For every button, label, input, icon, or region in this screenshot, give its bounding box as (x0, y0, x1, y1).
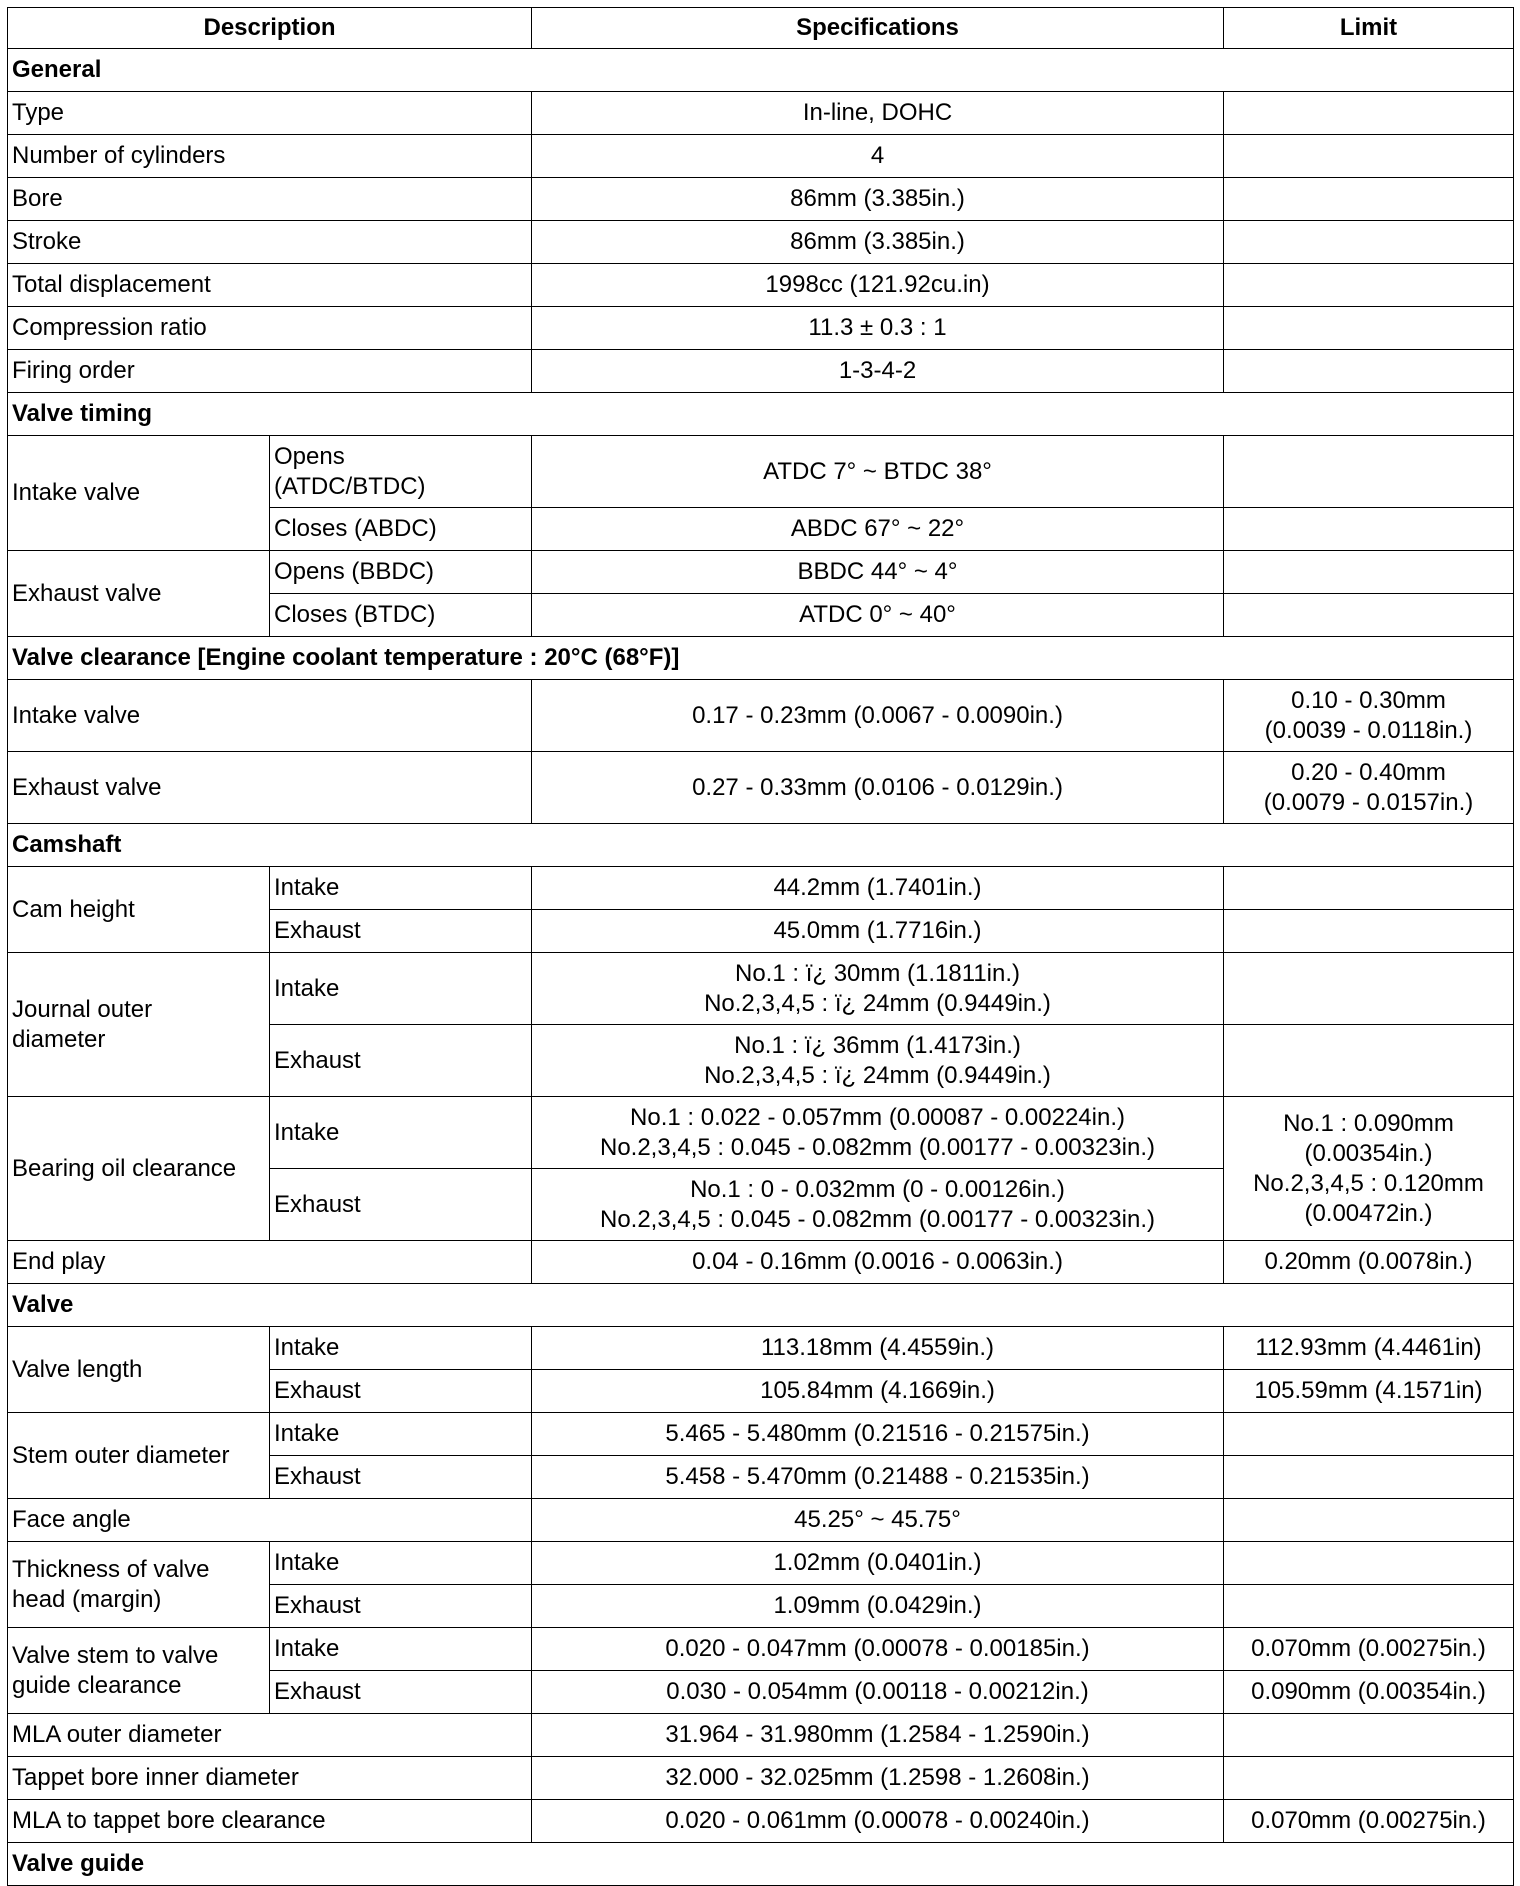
row-spec: 1.09mm (0.0429in.) (532, 1585, 1224, 1628)
label-line: head (margin) (12, 1585, 162, 1613)
row-label: Face angle (8, 1499, 532, 1542)
spec-line: No.1 : ï¿ 36mm (1.4173in.) (734, 1031, 1021, 1059)
table-row (8, 221, 1514, 264)
limit-line: (0.00354in.) (1304, 1139, 1433, 1167)
label-line: Thickness of valve (12, 1555, 210, 1583)
row-limit (1224, 92, 1514, 135)
row-limit (1224, 1757, 1514, 1800)
row-sublabel: Exhaust (270, 910, 532, 953)
spec-line: No.2,3,4,5 : ï¿ 24mm (0.9449in.) (704, 989, 1051, 1017)
row-limit (1224, 1542, 1514, 1585)
limit-line: (0.0039 - 0.0118in.) (1264, 716, 1473, 744)
row-spec: 5.458 - 5.470mm (0.21488 - 0.21535in.) (532, 1456, 1224, 1499)
row-label: Exhaust valve (8, 551, 270, 637)
limit-line: (0.00472in.) (1304, 1199, 1433, 1227)
section-row (8, 1284, 1514, 1327)
row-sublabel: Opens (BBDC) (270, 551, 532, 594)
table-row (8, 1628, 1514, 1671)
row-sublabel: Closes (ABDC) (270, 508, 532, 551)
row-spec: 86mm (3.385in.) (532, 221, 1224, 264)
row-spec (532, 1025, 1224, 1097)
row-spec: 1-3-4-2 (532, 350, 1224, 393)
table-row (8, 551, 1514, 594)
row-label: Type (8, 92, 532, 135)
row-sublabel: Intake (270, 953, 532, 1025)
row-sublabel: Exhaust (270, 1585, 532, 1628)
section-row (8, 824, 1514, 867)
row-spec: 113.18mm (4.4559in.) (532, 1327, 1224, 1370)
row-sublabel: Exhaust (270, 1025, 532, 1097)
table-row (8, 350, 1514, 393)
row-limit (1224, 350, 1514, 393)
section-valve-clearance: Valve clearance [Engine coolant temperature : 20°C (68°F)] (8, 637, 1514, 680)
table-row (8, 680, 1514, 752)
table-row (8, 1413, 1514, 1456)
label-line: Valve stem to valve (12, 1641, 219, 1669)
table-row (8, 752, 1514, 824)
sublabel-line: (ATDC/BTDC) (274, 472, 426, 500)
header-row (8, 8, 1514, 49)
row-sublabel: Exhaust (270, 1169, 532, 1241)
table-row (8, 135, 1514, 178)
row-label: Bore (8, 178, 532, 221)
row-spec (532, 1169, 1224, 1241)
row-limit: 0.070mm (0.00275in.) (1224, 1800, 1514, 1843)
row-limit (1224, 264, 1514, 307)
row-limit (1224, 1456, 1514, 1499)
row-label: Exhaust valve (8, 752, 532, 824)
row-label (8, 1542, 270, 1628)
row-spec: 105.84mm (4.1669in.) (532, 1370, 1224, 1413)
row-spec: 5.465 - 5.480mm (0.21516 - 0.21575in.) (532, 1413, 1224, 1456)
row-label: MLA to tappet bore clearance (8, 1800, 532, 1843)
spec-line: No.1 : 0.022 - 0.057mm (0.00087 - 0.00224in.) (630, 1103, 1125, 1131)
row-limit (1224, 1097, 1514, 1241)
row-limit (1224, 867, 1514, 910)
section-valve-timing: Valve timing (8, 393, 1514, 436)
spec-line: No.2,3,4,5 : 0.045 - 0.082mm (0.00177 - 0.00323in.) (599, 1205, 1155, 1233)
row-spec: 0.04 - 0.16mm (0.0016 - 0.0063in.) (532, 1241, 1224, 1284)
header-limit: Limit (1224, 8, 1514, 49)
row-limit (1224, 1585, 1514, 1628)
row-spec: 44.2mm (1.7401in.) (532, 867, 1224, 910)
table-row (8, 1097, 1514, 1169)
row-label: Number of cylinders (8, 135, 532, 178)
limit-line: (0.0079 - 0.0157in.) (1263, 788, 1474, 816)
row-sublabel: Intake (270, 1542, 532, 1585)
row-spec: ATDC 0° ~ 40° (532, 594, 1224, 637)
section-row (8, 393, 1514, 436)
row-limit: 105.59mm (4.1571in) (1224, 1370, 1514, 1413)
row-spec: 86mm (3.385in.) (532, 178, 1224, 221)
table-row (8, 436, 1514, 508)
row-spec: 31.964 - 31.980mm (1.2584 - 1.2590in.) (532, 1714, 1224, 1757)
row-spec: ATDC 7° ~ BTDC 38° (532, 436, 1224, 508)
row-spec: 0.020 - 0.061mm (0.00078 - 0.00240in.) (532, 1800, 1224, 1843)
row-sublabel: Intake (270, 867, 532, 910)
section-row (8, 49, 1514, 92)
row-limit (1224, 178, 1514, 221)
row-limit (1224, 594, 1514, 637)
row-sublabel (270, 436, 532, 508)
row-label: Stem outer diameter (8, 1413, 270, 1499)
label-line: diameter (12, 1025, 106, 1053)
row-limit: 0.20mm (0.0078in.) (1224, 1241, 1514, 1284)
spec-line: No.1 : 0 - 0.032mm (0 - 0.00126in.) (690, 1175, 1065, 1203)
table-row (8, 264, 1514, 307)
row-label: Compression ratio (8, 307, 532, 350)
spec-line: No.2,3,4,5 : ï¿ 24mm (0.9449in.) (704, 1061, 1051, 1089)
row-spec: ABDC 67° ~ 22° (532, 508, 1224, 551)
row-label (8, 1628, 270, 1714)
table-row (8, 867, 1514, 910)
row-spec: 11.3 ± 0.3 : 1 (532, 307, 1224, 350)
row-label: Tappet bore inner diameter (8, 1757, 532, 1800)
row-sublabel: Exhaust (270, 1456, 532, 1499)
row-label: End play (8, 1241, 532, 1284)
limit-line: 0.10 - 0.30mm (1291, 686, 1446, 714)
row-label: Valve length (8, 1327, 270, 1413)
row-label: Intake valve (8, 436, 270, 551)
row-limit: 0.090mm (0.00354in.) (1224, 1671, 1514, 1714)
row-limit (1224, 1499, 1514, 1542)
row-limit (1224, 1413, 1514, 1456)
spec-line: No.1 : ï¿ 30mm (1.1811in.) (735, 959, 1020, 987)
row-spec: BBDC 44° ~ 4° (532, 551, 1224, 594)
row-limit (1224, 508, 1514, 551)
limit-line: No.2,3,4,5 : 0.120mm (1253, 1169, 1484, 1197)
row-sublabel: Exhaust (270, 1370, 532, 1413)
row-spec: In-line, DOHC (532, 92, 1224, 135)
row-spec: 45.25° ~ 45.75° (532, 1499, 1224, 1542)
row-limit (1224, 436, 1514, 508)
row-sublabel: Intake (270, 1628, 532, 1671)
row-label: Intake valve (8, 680, 532, 752)
row-spec: 4 (532, 135, 1224, 178)
row-spec (532, 1097, 1224, 1169)
limit-line: No.1 : 0.090mm (1283, 1109, 1454, 1137)
row-spec: 1.02mm (0.0401in.) (532, 1542, 1224, 1585)
row-label: Stroke (8, 221, 532, 264)
row-label: Bearing oil clearance (8, 1097, 270, 1241)
row-limit (1224, 910, 1514, 953)
header-specifications: Specifications (532, 8, 1224, 49)
row-spec: 0.27 - 0.33mm (0.0106 - 0.0129in.) (532, 752, 1224, 824)
section-general: General (8, 49, 1514, 92)
table-row (8, 953, 1514, 1025)
row-limit: 112.93mm (4.4461in) (1224, 1327, 1514, 1370)
table-row (8, 307, 1514, 350)
row-limit (1224, 752, 1514, 824)
row-sublabel: Intake (270, 1327, 532, 1370)
spec-line: No.2,3,4,5 : 0.045 - 0.082mm (0.00177 - 0.00323in.) (599, 1133, 1155, 1161)
row-sublabel: Exhaust (270, 1671, 532, 1714)
row-spec: 32.000 - 32.025mm (1.2598 - 1.2608in.) (532, 1757, 1224, 1800)
table-row (8, 1327, 1514, 1370)
row-label: MLA outer diameter (8, 1714, 532, 1757)
row-label: Total displacement (8, 264, 532, 307)
header-description: Description (8, 8, 532, 49)
row-spec (532, 953, 1224, 1025)
row-spec: 0.17 - 0.23mm (0.0067 - 0.0090in.) (532, 680, 1224, 752)
table-row (8, 1757, 1514, 1800)
row-limit (1224, 307, 1514, 350)
limit-line: 0.20 - 0.40mm (1291, 758, 1446, 786)
row-limit (1224, 135, 1514, 178)
sublabel-line: Opens (274, 442, 345, 470)
table-row (8, 92, 1514, 135)
table-row (8, 1714, 1514, 1757)
row-sublabel: Closes (BTDC) (270, 594, 532, 637)
row-label (8, 953, 270, 1097)
section-valve: Valve (8, 1284, 1514, 1327)
row-spec: 0.020 - 0.047mm (0.00078 - 0.00185in.) (532, 1628, 1224, 1671)
section-valve-guide: Valve guide (8, 1843, 1514, 1886)
row-limit: 0.070mm (0.00275in.) (1224, 1628, 1514, 1671)
row-limit (1224, 221, 1514, 264)
row-spec: 45.0mm (1.7716in.) (532, 910, 1224, 953)
spec-table (7, 7, 1514, 1886)
row-limit (1224, 953, 1514, 1025)
row-sublabel: Intake (270, 1413, 532, 1456)
table-row (8, 1241, 1514, 1284)
label-line: guide clearance (12, 1671, 182, 1699)
table-row (8, 1542, 1514, 1585)
table-row (8, 1800, 1514, 1843)
row-limit (1224, 680, 1514, 752)
row-label: Cam height (8, 867, 270, 953)
section-row (8, 637, 1514, 680)
table-row (8, 1499, 1514, 1542)
row-limit (1224, 551, 1514, 594)
table-row (8, 178, 1514, 221)
row-spec: 1998cc (121.92cu.in) (532, 264, 1224, 307)
section-row (8, 1843, 1514, 1886)
row-sublabel: Intake (270, 1097, 532, 1169)
section-camshaft: Camshaft (8, 824, 1514, 867)
row-limit (1224, 1025, 1514, 1097)
row-label: Firing order (8, 350, 532, 393)
row-spec: 0.030 - 0.054mm (0.00118 - 0.00212in.) (532, 1671, 1224, 1714)
label-line: Journal outer (12, 995, 153, 1023)
row-limit (1224, 1714, 1514, 1757)
